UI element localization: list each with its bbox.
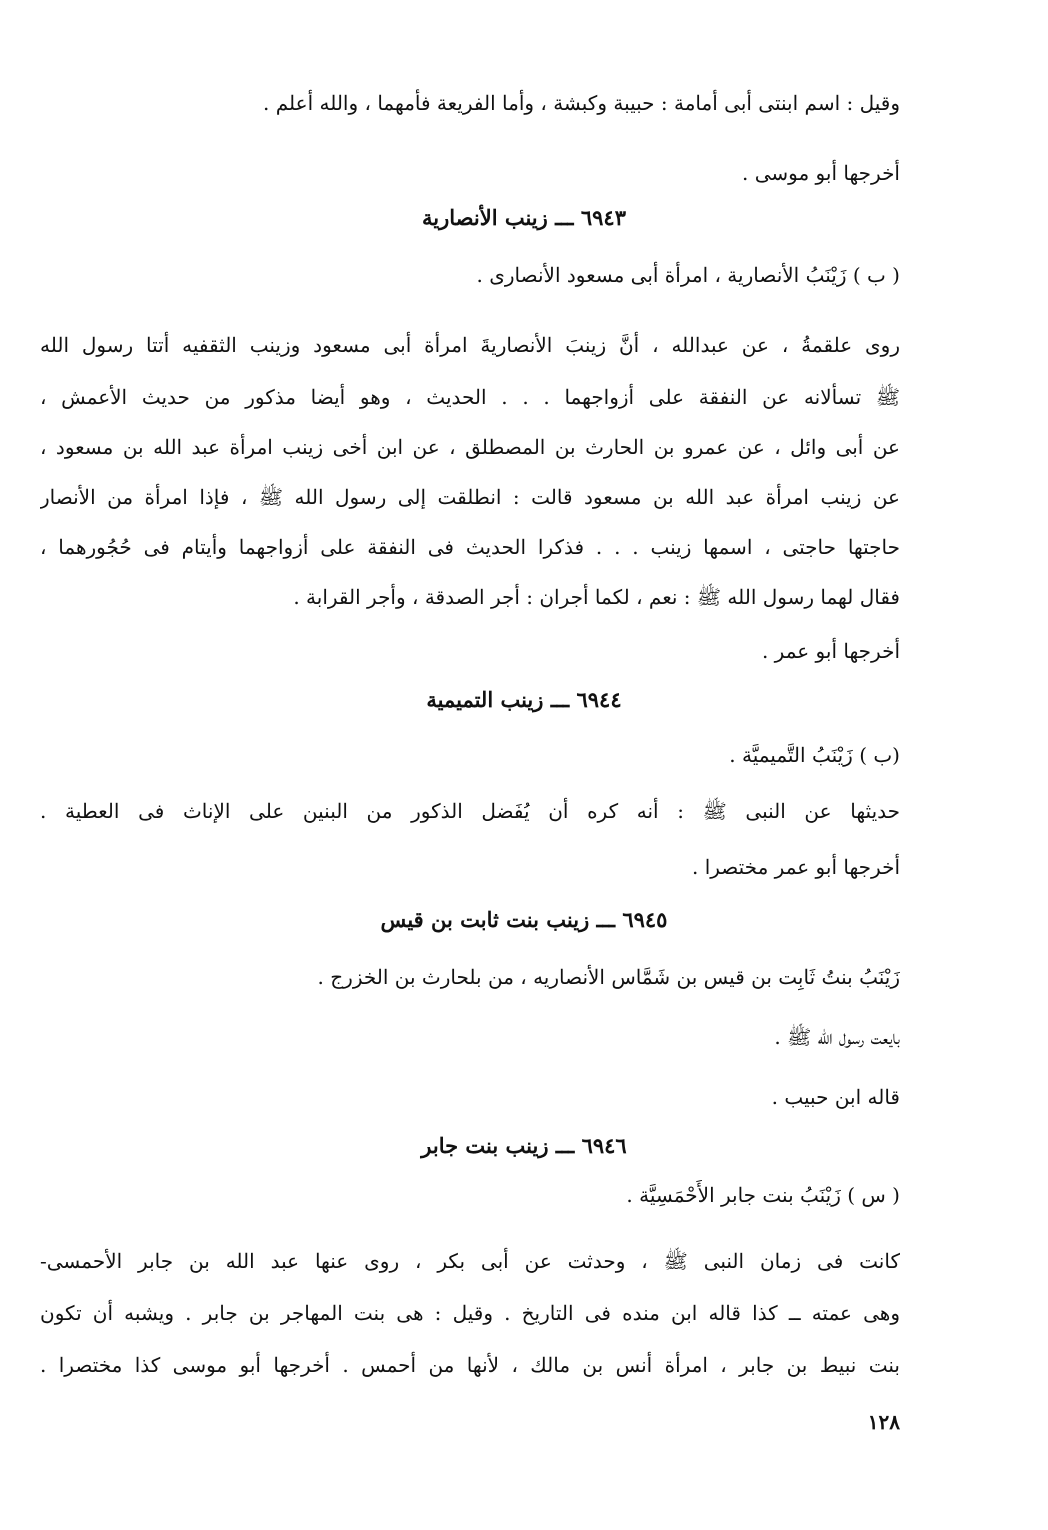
text-line: وهى عمته ــ كذا قاله ابن منده فى التاريخ . وقيل : هى بنت المهاجر بن جابر . ويشبه أن تكون (40, 1301, 900, 1325)
text-line: عن زينب امرأة عبد الله بن مسعود قالت : انطلقت إلى رسول الله ﷺ ، فإذا امرأة من الأنصار (40, 485, 900, 509)
text-line: حديثها عن النبى ﷺ : أنه كره أن يُفَضل الذكور من البنين على الإناث فى العطية . (40, 799, 900, 823)
text-line: ( س ) زَيْنَبُ بنت جابر الأَحْمَسِيَّة . (626, 1183, 900, 1207)
entry-heading-6946: ٦٩٤٦ ـــ زينب بنت جابر (421, 1133, 627, 1158)
text-line: أخرجها أبو موسى . (742, 161, 900, 185)
text-line: روى علقمةُ ، عن عبدالله ، أنَّ زينبَ الأنصاريةَ امرأة أبى مسعود وزينب الثقفيه أتتا رسول الله (40, 333, 900, 357)
text-line: حاجتها حاجتى ، اسمها زينب . . . فذكرا الحديث فى النفقة على أزواجهما وأيتام فى حُجُورهما ، (40, 535, 900, 559)
entry-heading-6944: ٦٩٤٤ ـــ زينب التميمية (426, 687, 622, 712)
text-line: ﷺ تسألانه عن النفقة على أزواجهما . . . الحديث ، وهو أيضا مذكور من حديث الأعمش ، (40, 385, 900, 409)
text-line: زَيْنَبُ بنتُ ثَابِت بن قيس بن شَمَّاس الأنصاريه ، من بلحارث بن الخزرج . (317, 965, 900, 989)
text-line: بنت نبيط بن جابر ، امرأة أنس بن مالك ، لأنها من أحمس . أخرجها أبو موسى كذا مختصرا . (40, 1353, 900, 1377)
text-line: أخرجها أبو عمر مختصرا . (692, 855, 900, 879)
text-line: عن أبى وائل ، عن عمرو بن الحارث بن المصطلق ، عن ابن أخى زينب امرأة عبد الله بن مسعود ، (40, 435, 900, 459)
text-line: ( ب ) زَيْنَبُ الأنصارية ، امرأة أبى مسعود الأنصارى . (476, 263, 900, 287)
text-line: (ب ) زَيْنَبُ التَّميميَّة . (729, 743, 900, 767)
text-line: كانت فى زمان النبى ﷺ ، وحدثت عن أبى بكر ، روى عنها عبد الله بن جابر الأحمسى- (40, 1249, 900, 1273)
text-line: فقال لهما رسول الله ﷺ : نعم ، لكما أجران : أجر الصدقة ، وأجر القرابة . (293, 585, 900, 609)
text-line: قاله ابن حبيب . (771, 1085, 900, 1109)
text-line: وقيل : اسم ابنتى أبى أمامة : حبيبة وكبشة ، وأما الفريعة فأمهما ، والله أعلم . (263, 91, 900, 115)
entry-heading-6945: ٦٩٤٥ ـــ زينب بنت ثابت بن قيس (380, 907, 668, 932)
entry-heading-6943: ٦٩٤٣ ـــ زينب الأنصارية (422, 205, 626, 230)
page-number: ١٢٨ (867, 1410, 900, 1434)
text-line: بايعت رسول الله ﷺ . (774, 1025, 900, 1049)
text-line: أخرجها أبو عمر . (761, 639, 900, 663)
